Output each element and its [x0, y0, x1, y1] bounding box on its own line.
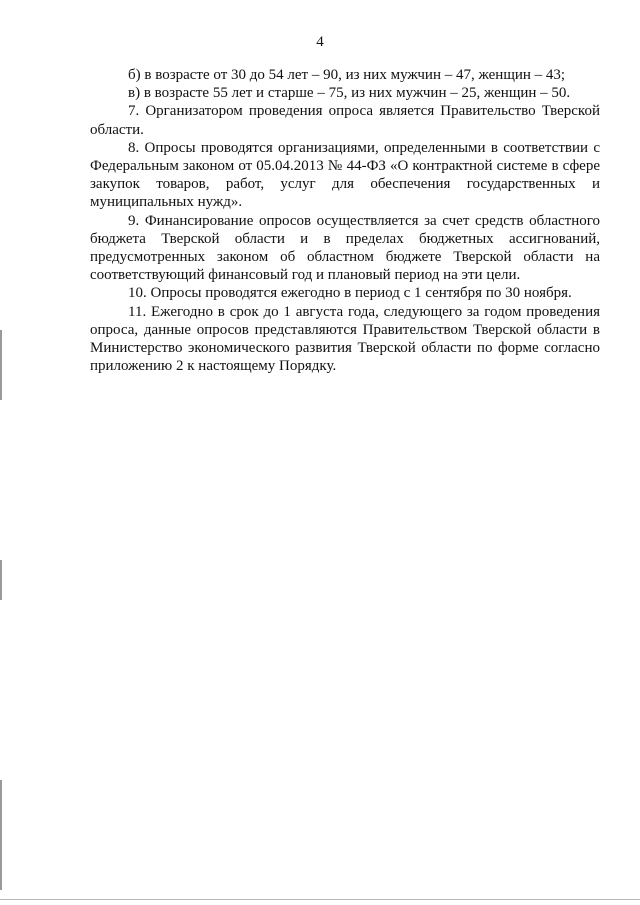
scan-edge-mark: [0, 560, 2, 600]
paragraph-8-organizations: 8. Опросы проводятся организациями, определенными в соответствии с Федеральным законом от 05.04.2013 № 44-ФЗ «О контрактной системе в сфере закупок товаров, работ, услуг для обеспечения государственных и муниципальных нужд».: [90, 139, 600, 211]
scan-edge-mark: [0, 780, 2, 890]
page-number: 4: [316, 34, 324, 50]
scan-bottom-edge: [0, 899, 640, 900]
paragraph-age-55-plus: в) в возрасте 55 лет и старше – 75, из них мужчин – 25, женщин – 50.: [128, 85, 571, 102]
document-body: [90, 66, 600, 375]
paragraph-11-reporting: 11. Ежегодно в срок до 1 августа года, следующего за годом проведения опроса, данные опросов представляются Правительством Тверской области в Министерство экономического развития Тверской области по форме согласно приложению 2 к настоящему Порядку.: [90, 303, 600, 375]
paragraph-10-period: 10. Опросы проводятся ежегодно в период с 1 сентября по 30 ноября.: [128, 285, 572, 302]
paragraph-9-financing: 9. Финансирование опросов осуществляется за счет средств областного бюджета Тверской области и в пределах бюджетных ассигнований, предусмотренных законом об областном бюджете Тверской области на соответствующий финансовый год и плановый период на эти цели.: [90, 212, 600, 284]
paragraph-7-organizer: 7. Организатором проведения опроса является Правительство Тверской области.: [90, 103, 600, 138]
paragraph-age-30-54: б) в возрасте от 30 до 54 лет – 90, из них мужчин – 47, женщин – 43;: [128, 67, 566, 83]
scan-edge-mark: [0, 330, 2, 400]
